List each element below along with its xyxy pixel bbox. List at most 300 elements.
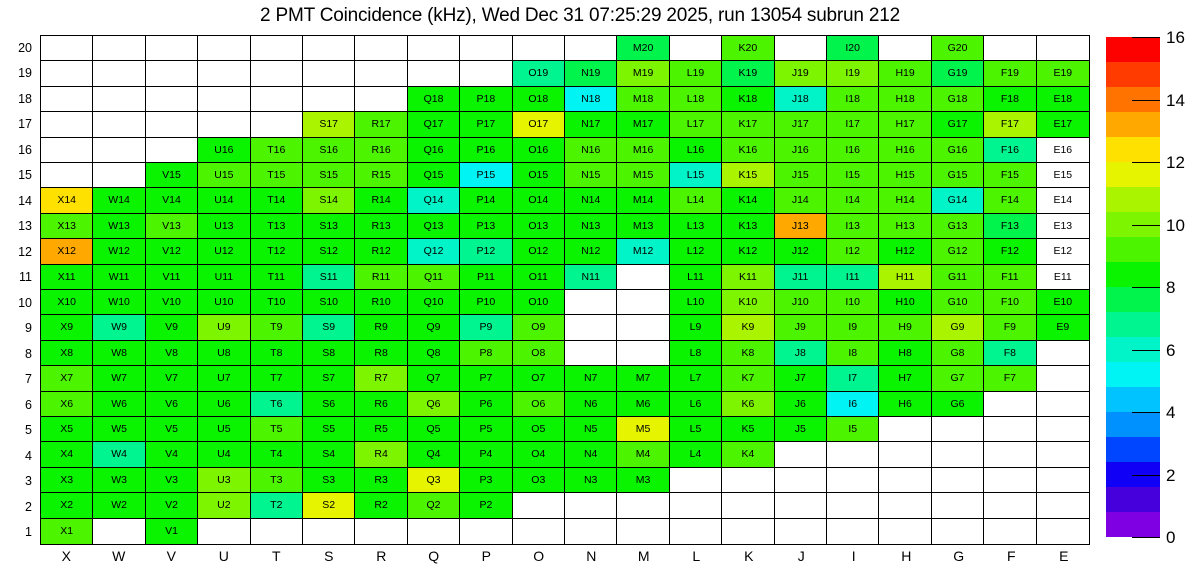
heatmap-cell: U9 [198, 315, 250, 340]
colorbar-band [1106, 487, 1160, 512]
x-axis-label: K [744, 548, 754, 564]
heatmap-cell: Q5 [408, 417, 460, 442]
heatmap-cell: T10 [251, 290, 303, 315]
colorbar-tick [1132, 100, 1160, 101]
heatmap-cell [355, 87, 407, 112]
heatmap-cell: K5 [722, 417, 774, 442]
heatmap-cell: W10 [93, 290, 145, 315]
heatmap-cell: O13 [513, 214, 565, 239]
heatmap-cell: G20 [932, 36, 984, 61]
heatmap-cell [1037, 519, 1089, 544]
heatmap-cell: U10 [198, 290, 250, 315]
heatmap-cell: O16 [513, 138, 565, 163]
heatmap-cell: R9 [355, 315, 407, 340]
heatmap-cell: L5 [670, 417, 722, 442]
heatmap-cell: Q16 [408, 138, 460, 163]
heatmap-cell: R15 [355, 163, 407, 188]
heatmap-cell [41, 87, 93, 112]
heatmap-cell: V2 [146, 493, 198, 518]
heatmap-cell [460, 36, 512, 61]
heatmap-cell [251, 36, 303, 61]
heatmap-cell: E18 [1037, 87, 1089, 112]
heatmap-cell: L11 [670, 265, 722, 290]
heatmap-cell: M13 [617, 214, 669, 239]
heatmap-cell [1037, 442, 1089, 467]
heatmap-cell: M15 [617, 163, 669, 188]
heatmap-cell: E14 [1037, 188, 1089, 213]
heatmap-cell: J17 [775, 112, 827, 137]
heatmap-cell: L13 [670, 214, 722, 239]
heatmap-cell: I7 [827, 366, 879, 391]
heatmap-cell: M6 [617, 392, 669, 417]
heatmap-cell [303, 61, 355, 86]
heatmap-cell [565, 315, 617, 340]
heatmap-cell: T6 [251, 392, 303, 417]
heatmap-cell: N6 [565, 392, 617, 417]
colorbar-band [1106, 512, 1160, 537]
heatmap-cell: L19 [670, 61, 722, 86]
heatmap-cell: L9 [670, 315, 722, 340]
heatmap-cell: H13 [879, 214, 931, 239]
heatmap-cell: M18 [617, 87, 669, 112]
heatmap-cell [827, 468, 879, 493]
heatmap-cell [775, 468, 827, 493]
heatmap-cell: X4 [41, 442, 93, 467]
heatmap-cell: X11 [41, 265, 93, 290]
heatmap-cell [775, 442, 827, 467]
heatmap-cell: V6 [146, 392, 198, 417]
heatmap-cell: E17 [1037, 112, 1089, 137]
heatmap-cell: L15 [670, 163, 722, 188]
heatmap-cell: P8 [460, 341, 512, 366]
heatmap-cell: U16 [198, 138, 250, 163]
y-axis-label: 14 [18, 193, 32, 208]
colorbar-tick-label: 10 [1166, 215, 1185, 235]
heatmap-cell: E10 [1037, 290, 1089, 315]
x-axis-label: W [112, 548, 126, 564]
heatmap-cell: J19 [775, 61, 827, 86]
heatmap-cell: F16 [984, 138, 1036, 163]
colorbar-band [1106, 112, 1160, 137]
heatmap-cell [879, 493, 931, 518]
heatmap-cell: Q14 [408, 188, 460, 213]
heatmap-cell: N13 [565, 214, 617, 239]
heatmap-cell: M14 [617, 188, 669, 213]
heatmap-cell: P16 [460, 138, 512, 163]
heatmap-cell [932, 442, 984, 467]
heatmap-cell [303, 87, 355, 112]
y-axis-label: 8 [25, 346, 32, 361]
heatmap-cell: M3 [617, 468, 669, 493]
heatmap-cell: L4 [670, 442, 722, 467]
heatmap-cell: N15 [565, 163, 617, 188]
heatmap-cell: R4 [355, 442, 407, 467]
heatmap-cell: Q4 [408, 442, 460, 467]
colorbar-band [1106, 412, 1160, 437]
heatmap-cell: L18 [670, 87, 722, 112]
heatmap-cell [670, 493, 722, 518]
colorbar-tick [1132, 412, 1160, 413]
heatmap-cell: H14 [879, 188, 931, 213]
heatmap-cell [617, 290, 669, 315]
heatmap-cell [93, 519, 145, 544]
heatmap-cell: I18 [827, 87, 879, 112]
heatmap-cell: H11 [879, 265, 931, 290]
heatmap-cell: M5 [617, 417, 669, 442]
colorbar-tick [1132, 475, 1160, 476]
heatmap-cell: P12 [460, 239, 512, 264]
y-axis-label: 15 [18, 168, 32, 183]
x-axis-label: X [61, 548, 71, 564]
heatmap-cell: W12 [93, 239, 145, 264]
heatmap-cell: V12 [146, 239, 198, 264]
heatmap-cell: E15 [1037, 163, 1089, 188]
heatmap-cell: V9 [146, 315, 198, 340]
heatmap-cell [932, 417, 984, 442]
heatmap-cell: S15 [303, 163, 355, 188]
heatmap-cell: M20 [617, 36, 669, 61]
y-axis-label: 6 [25, 397, 32, 412]
heatmap-cell [984, 519, 1036, 544]
heatmap-cell [775, 519, 827, 544]
heatmap-cell: G16 [932, 138, 984, 163]
heatmap-cell [617, 265, 669, 290]
heatmap-cell: H9 [879, 315, 931, 340]
heatmap-cell: H12 [879, 239, 931, 264]
heatmap-cell: Q15 [408, 163, 460, 188]
heatmap-cell: T4 [251, 442, 303, 467]
heatmap-cell [879, 519, 931, 544]
y-axis-label: 12 [18, 244, 32, 259]
heatmap-cell [617, 493, 669, 518]
heatmap-cell: V11 [146, 265, 198, 290]
colorbar-tick [1132, 225, 1160, 226]
heatmap-cell: G12 [932, 239, 984, 264]
heatmap-cell: E9 [1037, 315, 1089, 340]
heatmap-cell: Q9 [408, 315, 460, 340]
heatmap-cell: F7 [984, 366, 1036, 391]
x-axis-label: Q [428, 548, 440, 564]
heatmap-cell: W9 [93, 315, 145, 340]
heatmap-cell: X14 [41, 188, 93, 213]
heatmap-cell [93, 36, 145, 61]
heatmap-cell: T13 [251, 214, 303, 239]
heatmap-cell: U6 [198, 392, 250, 417]
heatmap-cell: U13 [198, 214, 250, 239]
heatmap-cell: R6 [355, 392, 407, 417]
heatmap-cell: W4 [93, 442, 145, 467]
heatmap-cell: O7 [513, 366, 565, 391]
heatmap-cell: R2 [355, 493, 407, 518]
heatmap-cell: V14 [146, 188, 198, 213]
heatmap-cell: I16 [827, 138, 879, 163]
heatmap-cell: I20 [827, 36, 879, 61]
heatmap-cell: K18 [722, 87, 774, 112]
heatmap-cell [879, 442, 931, 467]
heatmap-cell: O12 [513, 239, 565, 264]
x-axis-label: G [953, 548, 965, 564]
heatmap-cell [1037, 392, 1089, 417]
heatmap-cell [775, 493, 827, 518]
colorbar-band [1106, 287, 1160, 312]
heatmap-cell: L7 [670, 366, 722, 391]
heatmap-cell [408, 519, 460, 544]
heatmap-cell: K7 [722, 366, 774, 391]
heatmap-cell: O19 [513, 61, 565, 86]
y-axis-label: 19 [18, 66, 32, 81]
heatmap-cell [93, 163, 145, 188]
heatmap-cell: H19 [879, 61, 931, 86]
heatmap-cell: K15 [722, 163, 774, 188]
heatmap-cell: H7 [879, 366, 931, 391]
chart-title: 2 PMT Coincidence (kHz), Wed Dec 31 07:25:29 2025, run 13054 subrun 212 [260, 5, 900, 26]
x-axis-label: S [324, 548, 334, 564]
heatmap-cell [827, 442, 879, 467]
colorbar-tick-label: 12 [1166, 153, 1185, 172]
colorbar-tick-label: 16 [1166, 28, 1185, 47]
heatmap-cell: V4 [146, 442, 198, 467]
heatmap-cell [355, 519, 407, 544]
heatmap-cell: F12 [984, 239, 1036, 264]
heatmap-cell [198, 87, 250, 112]
heatmap-cell: P4 [460, 442, 512, 467]
heatmap-cell [251, 519, 303, 544]
heatmap-cell: O4 [513, 442, 565, 467]
heatmap-cell: G15 [932, 163, 984, 188]
heatmap-cell [1037, 36, 1089, 61]
heatmap-cell: J8 [775, 341, 827, 366]
heatmap-cell: R12 [355, 239, 407, 264]
heatmap-cell: V3 [146, 468, 198, 493]
heatmap-cell: G14 [932, 188, 984, 213]
heatmap-cell [460, 519, 512, 544]
heatmap-cell: O18 [513, 87, 565, 112]
heatmap-cell: T2 [251, 493, 303, 518]
heatmap-cell [93, 138, 145, 163]
heatmap-cell [827, 493, 879, 518]
heatmap-cell: H17 [879, 112, 931, 137]
heatmap-cell: X7 [41, 366, 93, 391]
x-axis-label: M [637, 548, 650, 564]
heatmap-cell: H6 [879, 392, 931, 417]
heatmap-cell: L14 [670, 188, 722, 213]
heatmap-cell [513, 493, 565, 518]
colorbar-band [1106, 362, 1160, 387]
heatmap-cell: N5 [565, 417, 617, 442]
heatmap-cell: E12 [1037, 239, 1089, 264]
x-axis-label: E [1059, 548, 1069, 564]
heatmap-cell [722, 519, 774, 544]
heatmap-cell [355, 36, 407, 61]
heatmap-cell: Q7 [408, 366, 460, 391]
heatmap-cell: G19 [932, 61, 984, 86]
heatmap-cell [41, 112, 93, 137]
heatmap-cell: T8 [251, 341, 303, 366]
heatmap-cell: S9 [303, 315, 355, 340]
heatmap-cell: S16 [303, 138, 355, 163]
heatmap-cell: G8 [932, 341, 984, 366]
heatmap-cell [93, 61, 145, 86]
heatmap-cell: O14 [513, 188, 565, 213]
heatmap-cell: X10 [41, 290, 93, 315]
heatmap-cell: S4 [303, 442, 355, 467]
heatmap-cell: L6 [670, 392, 722, 417]
heatmap-cell: U5 [198, 417, 250, 442]
colorbar-band [1106, 237, 1160, 262]
heatmap-cell: O6 [513, 392, 565, 417]
heatmap-cell: J16 [775, 138, 827, 163]
heatmap-cell [670, 36, 722, 61]
heatmap-cell [146, 61, 198, 86]
heatmap-cell [670, 468, 722, 493]
heatmap-cell: N18 [565, 87, 617, 112]
heatmap-cell: F13 [984, 214, 1036, 239]
heatmap-cell: S12 [303, 239, 355, 264]
heatmap-cell: P14 [460, 188, 512, 213]
heatmap-cell [775, 36, 827, 61]
heatmap-cell: W3 [93, 468, 145, 493]
heatmap-cell: P5 [460, 417, 512, 442]
heatmap-cell [146, 36, 198, 61]
heatmap-cell: K16 [722, 138, 774, 163]
heatmap-cell [460, 61, 512, 86]
heatmap-cell: R3 [355, 468, 407, 493]
heatmap-cell [251, 61, 303, 86]
heatmap-cell: T11 [251, 265, 303, 290]
heatmap-cell: E16 [1037, 138, 1089, 163]
heatmap-cell: M12 [617, 239, 669, 264]
colorbar-band [1106, 37, 1160, 62]
heatmap-cell: R17 [355, 112, 407, 137]
heatmap-cell: O17 [513, 112, 565, 137]
colorbar-band [1106, 162, 1160, 187]
heatmap-cell: P17 [460, 112, 512, 137]
heatmap-cell: J5 [775, 417, 827, 442]
heatmap-cell: Q2 [408, 493, 460, 518]
heatmap-cell: I11 [827, 265, 879, 290]
y-axis-label: 7 [25, 372, 32, 387]
heatmap-cell [984, 442, 1036, 467]
heatmap-cell [722, 468, 774, 493]
heatmap-cell: K20 [722, 36, 774, 61]
heatmap-cell: O8 [513, 341, 565, 366]
heatmap-cell: I9 [827, 315, 879, 340]
heatmap-cell: L12 [670, 239, 722, 264]
heatmap-cell: T3 [251, 468, 303, 493]
heatmap-cell: K6 [722, 392, 774, 417]
heatmap-cell: X2 [41, 493, 93, 518]
heatmap-cell: K11 [722, 265, 774, 290]
colorbar-tick-label: 4 [1166, 403, 1176, 422]
heatmap-cell [565, 493, 617, 518]
heatmap-cell: F11 [984, 265, 1036, 290]
heatmap-cell: N17 [565, 112, 617, 137]
heatmap-cell: L16 [670, 138, 722, 163]
heatmap-cell: O9 [513, 315, 565, 340]
colorbar-band [1106, 387, 1160, 412]
heatmap-cell: M16 [617, 138, 669, 163]
heatmap-cell: G17 [932, 112, 984, 137]
heatmap-cell [198, 519, 250, 544]
heatmap-cell: J10 [775, 290, 827, 315]
heatmap-cell: W13 [93, 214, 145, 239]
heatmap-cell [198, 112, 250, 137]
heatmap-cell: R8 [355, 341, 407, 366]
heatmap-cell: S6 [303, 392, 355, 417]
heatmap-cell: P3 [460, 468, 512, 493]
y-axis-label: 11 [19, 270, 32, 285]
y-axis-label: 13 [18, 219, 32, 234]
heatmap-cell: I14 [827, 188, 879, 213]
heatmap-cell: K8 [722, 341, 774, 366]
heatmap-cell [251, 87, 303, 112]
heatmap-cell: V7 [146, 366, 198, 391]
heatmap-cell: S14 [303, 188, 355, 213]
heatmap-cell: G11 [932, 265, 984, 290]
heatmap-cell [879, 468, 931, 493]
heatmap-cell: E11 [1037, 265, 1089, 290]
heatmap-cell: F10 [984, 290, 1036, 315]
heatmap-cell: N4 [565, 442, 617, 467]
heatmap-cell: N19 [565, 61, 617, 86]
heatmap-cell: P11 [460, 265, 512, 290]
heatmap-cell: Q10 [408, 290, 460, 315]
heatmap-cell: L8 [670, 341, 722, 366]
heatmap-cell: L10 [670, 290, 722, 315]
heatmap-cell: Q17 [408, 112, 460, 137]
heatmap-cell: R11 [355, 265, 407, 290]
x-axis-label: I [851, 548, 856, 564]
heatmap-cell [565, 519, 617, 544]
x-axis-label: F [1006, 548, 1016, 564]
heatmap-cell [984, 417, 1036, 442]
heatmap-cell: K10 [722, 290, 774, 315]
heatmap-cell: U3 [198, 468, 250, 493]
heatmap-cell: S2 [303, 493, 355, 518]
heatmap-cell [41, 163, 93, 188]
heatmap-cell [1037, 366, 1089, 391]
colorbar-tick-label: 0 [1166, 528, 1176, 547]
heatmap-cell: N7 [565, 366, 617, 391]
heatmap-cell [198, 61, 250, 86]
heatmap-cell: M19 [617, 61, 669, 86]
heatmap-cell: J15 [775, 163, 827, 188]
colorbar-band [1106, 312, 1160, 337]
heatmap-cell: W7 [93, 366, 145, 391]
heatmap-cell [1037, 417, 1089, 442]
heatmap-cell: G9 [932, 315, 984, 340]
heatmap-cell: R14 [355, 188, 407, 213]
heatmap-cell: P9 [460, 315, 512, 340]
heatmap-cell [984, 392, 1036, 417]
heatmap-cell [722, 493, 774, 518]
heatmap-cell [355, 61, 407, 86]
x-axis-label: J [797, 548, 805, 564]
colorbar-tick [1132, 287, 1160, 288]
heatmap-cell [565, 341, 617, 366]
heatmap-cell [1037, 468, 1089, 493]
heatmap-cell: U12 [198, 239, 250, 264]
heatmap-cell: Q8 [408, 341, 460, 366]
heatmap-cell: K14 [722, 188, 774, 213]
colorbar-band [1106, 262, 1160, 287]
heatmap-cell: I10 [827, 290, 879, 315]
heatmap-cell: E13 [1037, 214, 1089, 239]
heatmap-cell: K4 [722, 442, 774, 467]
heatmap-cell: U2 [198, 493, 250, 518]
colorbar-tick-label: 8 [1166, 278, 1176, 297]
heatmap-cell: X8 [41, 341, 93, 366]
